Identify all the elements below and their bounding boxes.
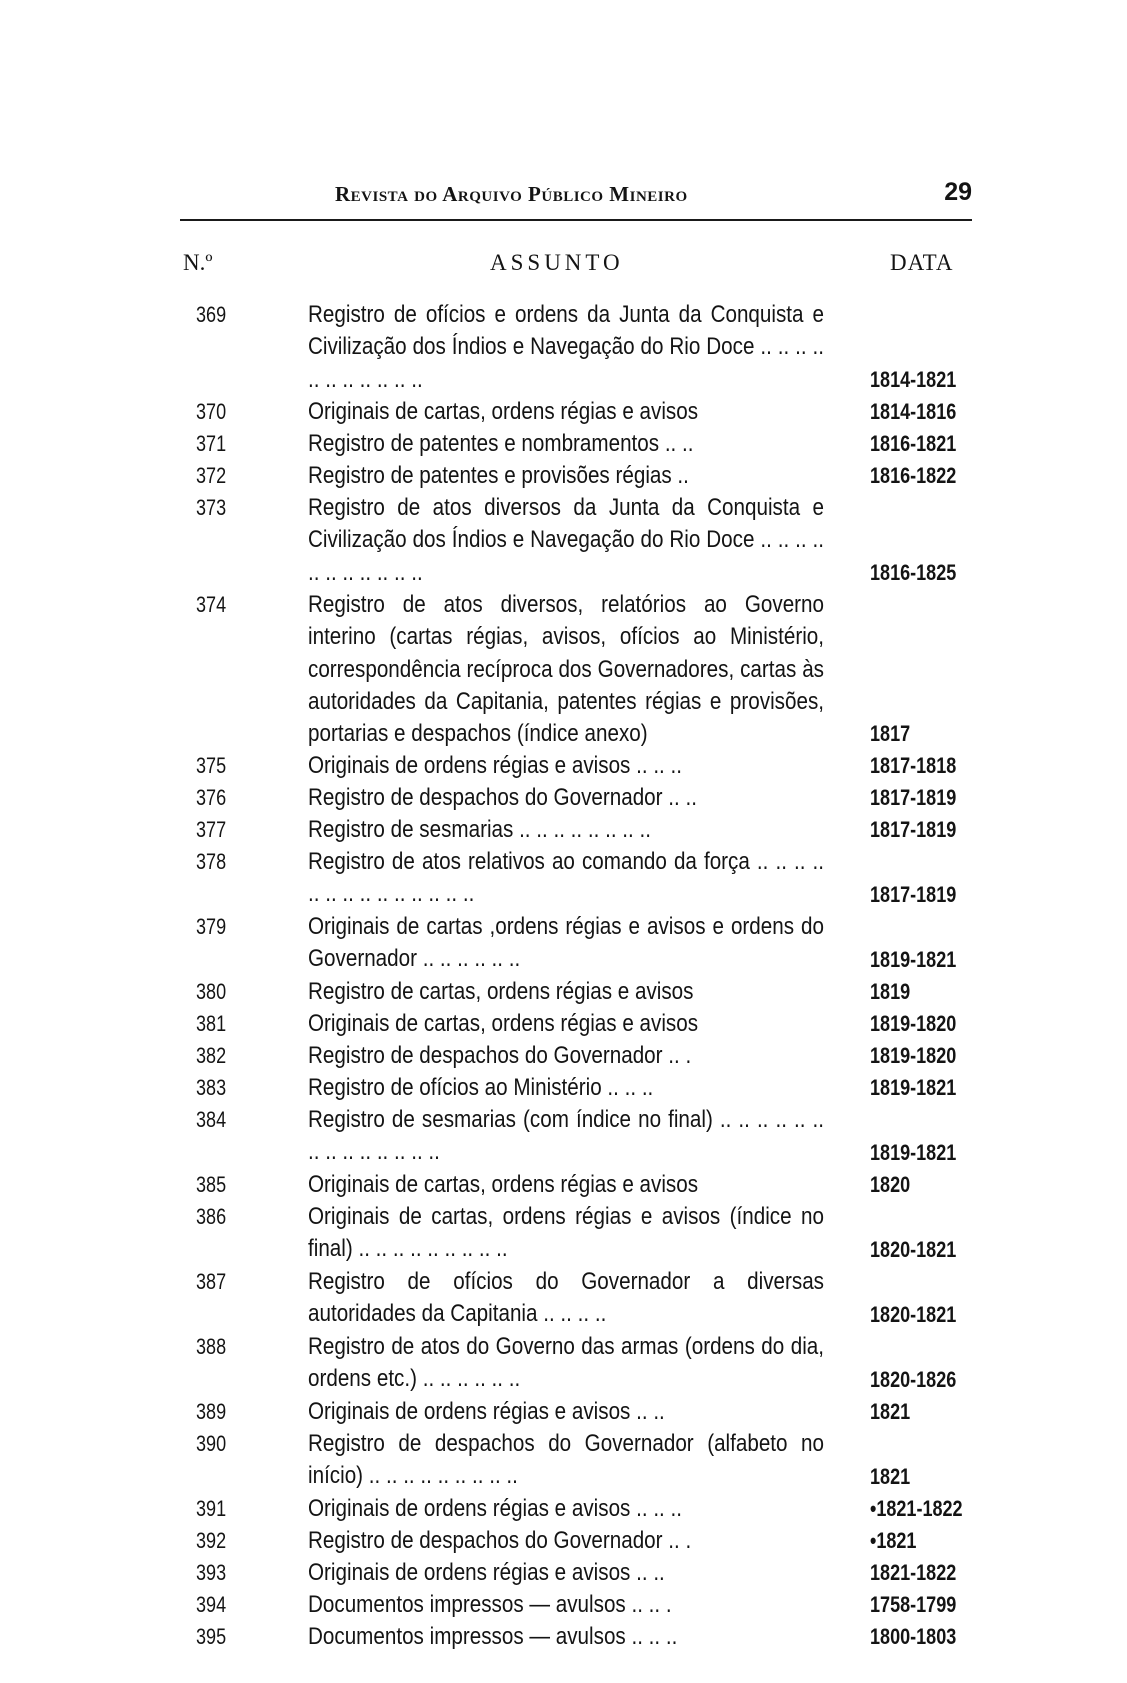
entry-date: 1821 <box>870 1398 911 1424</box>
entry-number: 394 <box>196 1592 227 1617</box>
entry-date: 1819-1821 <box>870 946 957 972</box>
entry-number: 372 <box>196 463 227 488</box>
header-rule <box>180 219 972 221</box>
entry-date: 1817-1818 <box>870 752 957 778</box>
entry-number: 375 <box>196 753 227 778</box>
catalog-entry <box>0 1331 1127 1396</box>
entry-date: 1817-1819 <box>870 816 957 842</box>
entry-subject: Registro de atos do Governo das armas (ordens do dia, ordens etc.) .. .. .. .. .. .. <box>308 1333 824 1393</box>
column-headers <box>0 250 1127 284</box>
entry-date: 1814-1821 <box>870 366 957 392</box>
entry-number: 374 <box>196 592 227 617</box>
entry-date: 1816-1825 <box>870 559 957 585</box>
entry-date: 1814-1816 <box>870 398 957 424</box>
entry-date: 1820-1821 <box>870 1301 957 1327</box>
page-number: 29 <box>944 178 972 206</box>
entry-subject: Registro de cartas, ordens régias e avisos <box>308 978 694 1005</box>
entry-number: 370 <box>196 399 227 424</box>
entry-subject: Documentos impressos — avulsos .. .. .. <box>308 1623 678 1650</box>
entry-subject: Registro de ofícios e ordens da Junta da Conquista e Civilização dos Índios e Navegação do Rio Doce .. .. .. .. .. .. .. .. .. .. .. <box>308 301 824 393</box>
catalog-entry <box>0 1525 1127 1557</box>
column-header-date: DATA <box>890 250 954 275</box>
entry-date: 1820-1821 <box>870 1236 957 1262</box>
catalog-entry <box>0 1008 1127 1040</box>
catalog-entry <box>0 1493 1127 1525</box>
entry-date: 1819-1821 <box>870 1074 957 1100</box>
entry-subject: Registro de despachos do Governador (alfabeto no início) .. .. .. .. .. .. .. .. .. <box>308 1430 824 1490</box>
catalog-entry <box>0 492 1127 589</box>
entry-number: 380 <box>196 979 227 1004</box>
entry-number: 385 <box>196 1172 227 1197</box>
entry-date: 1817 <box>870 720 911 746</box>
entry-subject: Originais de cartas, ordens régias e avisos <box>308 1171 699 1198</box>
entry-subject: Registro de atos diversos da Junta da Conquista e Civilização dos Índios e Navegação do Rio Doce .. .. .. .. .. .. .. .. .. .. .. <box>308 494 824 586</box>
entry-subject: Originais de cartas, ordens régias e avisos <box>308 398 699 425</box>
entry-subject: Registro de despachos do Governador .. . <box>308 1042 692 1069</box>
catalog-entry <box>0 1040 1127 1072</box>
entry-subject: Documentos impressos — avulsos .. .. . <box>308 1591 672 1618</box>
entry-date: 1819-1821 <box>870 1139 957 1165</box>
entry-number: 371 <box>196 431 227 456</box>
entry-subject: Registro de sesmarias .. .. .. .. .. .. .. .. <box>308 816 651 843</box>
catalog-entry <box>0 1266 1127 1331</box>
catalog-entry <box>0 1428 1127 1493</box>
running-head <box>180 178 980 212</box>
entry-number: 391 <box>196 1496 227 1521</box>
entry-subject: Registro de atos relativos ao comando da força .. .. .. .. .. .. .. .. .. .. .. .. .. .. <box>308 848 824 908</box>
catalog-entry <box>0 750 1127 782</box>
catalog-entry <box>0 976 1127 1008</box>
entry-number: 369 <box>196 302 227 327</box>
catalog-entry <box>0 911 1127 976</box>
catalog-entry <box>0 428 1127 460</box>
entry-subject: Registro de sesmarias (com índice no final) .. .. .. .. .. .. .. .. .. .. .. .. .. .. <box>308 1106 824 1166</box>
entry-date: 1821-1822 <box>870 1559 957 1585</box>
entry-number: 387 <box>196 1269 227 1294</box>
entry-number: 377 <box>196 817 227 842</box>
entry-subject: Originais de ordens régias e avisos .. .. .. <box>308 1495 682 1522</box>
catalog-entry <box>0 1589 1127 1621</box>
entry-number: 373 <box>196 495 227 520</box>
entry-date: 1816-1821 <box>870 430 957 456</box>
catalog-entry <box>0 1396 1127 1428</box>
catalog-entry <box>0 460 1127 492</box>
entry-date: 1819-1820 <box>870 1042 957 1068</box>
entry-subject: Registro de despachos do Governador .. .. <box>308 784 697 811</box>
journal-title: Revista do Arquivo Público Mineiro <box>335 182 688 206</box>
entry-subject: Originais de cartas, ordens régias e avisos <box>308 1010 699 1037</box>
catalog-entry <box>0 299 1127 396</box>
entry-date: 1819-1820 <box>870 1010 957 1036</box>
catalog-entry <box>0 1557 1127 1589</box>
entry-number: 395 <box>196 1624 227 1649</box>
entry-number: 379 <box>196 914 227 939</box>
column-header-number: N.º <box>183 250 213 275</box>
catalog-entry <box>0 1201 1127 1266</box>
entry-date: 1800-1803 <box>870 1623 957 1649</box>
catalog-entry <box>0 782 1127 814</box>
entry-number: 388 <box>196 1334 227 1359</box>
catalog-entry <box>0 1621 1127 1653</box>
entry-number: 393 <box>196 1560 227 1585</box>
entry-subject: Originais de ordens régias e avisos .. .. .. <box>308 752 682 779</box>
entry-number: 390 <box>196 1431 227 1456</box>
entry-number: 389 <box>196 1399 227 1424</box>
entry-subject: Originais de cartas ,ordens régias e avisos e ordens do Governador .. .. .. .. .. .. <box>308 913 824 973</box>
entry-date: 1817-1819 <box>870 881 957 907</box>
entry-subject: Registro de atos diversos, relatórios ao Governo interino (cartas régias, avisos, ofícios ao Ministério, correspondência recíproca dos Governadores, cartas às autoridades da Capitania, patentes régias e provisões, portarias e despachos (índice anexo) <box>308 591 824 748</box>
catalog-entry <box>0 396 1127 428</box>
entry-subject: Originais de cartas, ordens régias e avisos (índice no final) .. .. .. .. .. .. .. .. .. <box>308 1203 824 1263</box>
entry-subject: Registro de ofícios ao Ministério .. .. .. <box>308 1074 654 1101</box>
catalog-entries <box>0 299 1127 1653</box>
entry-number: 386 <box>196 1204 227 1229</box>
catalog-entry <box>0 846 1127 911</box>
entry-date: •1821-1822 <box>870 1495 963 1521</box>
entry-number: 376 <box>196 785 227 810</box>
entry-subject: Registro de ofícios do Governador a diversas autoridades da Capitania .. .. .. .. <box>308 1268 824 1328</box>
entry-date: 1820-1826 <box>870 1366 957 1392</box>
entry-date: •1821 <box>870 1527 917 1553</box>
entry-subject: Originais de ordens régias e avisos .. .. <box>308 1559 665 1586</box>
entry-number: 382 <box>196 1043 227 1068</box>
entry-subject: Registro de patentes e nombramentos .. .. <box>308 430 694 457</box>
entry-number: 381 <box>196 1011 227 1036</box>
entry-subject: Registro de despachos do Governador .. . <box>308 1527 692 1554</box>
entry-subject: Registro de patentes e provisões régias .. <box>308 462 689 489</box>
entry-number: 383 <box>196 1075 227 1100</box>
catalog-entry <box>0 589 1127 750</box>
entry-date: 1816-1822 <box>870 462 957 488</box>
entry-date: 1820 <box>870 1171 911 1197</box>
catalog-entry <box>0 1072 1127 1104</box>
entry-date: 1819 <box>870 978 911 1004</box>
entry-date: 1821 <box>870 1463 911 1489</box>
entry-date: 1817-1819 <box>870 784 957 810</box>
entry-subject: Originais de ordens régias e avisos .. .. <box>308 1398 665 1425</box>
catalog-entry <box>0 1104 1127 1169</box>
catalog-entry <box>0 1169 1127 1201</box>
catalog-entry <box>0 814 1127 846</box>
entry-date: 1758-1799 <box>870 1591 957 1617</box>
entry-number: 378 <box>196 849 227 874</box>
entry-number: 384 <box>196 1107 227 1132</box>
entry-number: 392 <box>196 1528 227 1553</box>
column-header-subject: ASSUNTO <box>490 250 624 275</box>
